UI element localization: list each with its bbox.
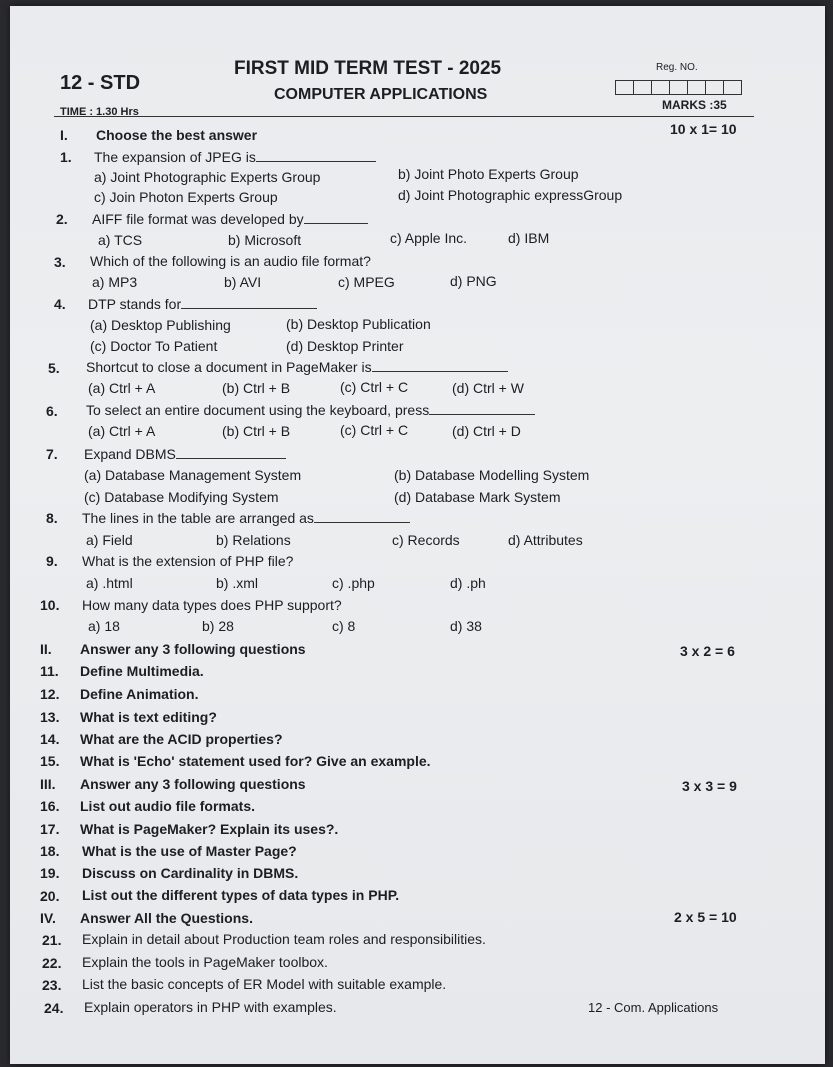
question-text: The expansion of JPEG is	[94, 149, 376, 165]
option-a: a) Joint Photographic Experts Group	[94, 169, 321, 185]
option-d: d) 38	[450, 618, 482, 634]
question-text: What is text editing?	[80, 709, 217, 725]
question-text: Shortcut to close a document in PageMaker is	[86, 359, 508, 375]
section-score: 2 x 5 = 10	[674, 909, 737, 925]
question-text: Define Multimedia.	[80, 663, 204, 679]
option-a: a) .html	[86, 575, 133, 591]
question-text: What is 'Echo' statement used for? Give an example.	[80, 753, 431, 769]
question-number: 14.	[40, 731, 60, 747]
option-c: (c) Ctrl + C	[340, 422, 409, 438]
exam-title: FIRST MID TERM TEST - 2025	[234, 58, 502, 79]
question-number: 1.	[60, 149, 72, 165]
option-c: (c) Ctrl + C	[340, 379, 409, 395]
option-b: (b) Database Modelling System	[394, 467, 590, 483]
question-number: 4.	[54, 296, 66, 312]
option-a: a) Field	[86, 532, 133, 548]
footer-subject: 12 - Com. Applications	[588, 1000, 719, 1015]
question-text: Explain operators in PHP with examples.	[84, 999, 337, 1015]
option-a: (a) Database Management System	[84, 467, 302, 483]
question-number: 5.	[48, 360, 60, 376]
option-d: d) PNG	[450, 273, 497, 289]
option-c: c) MPEG	[338, 274, 395, 290]
option-b: b) AVI	[224, 274, 262, 290]
section-title: Answer any 3 following questions	[80, 776, 306, 792]
standard-label: 12 - STD	[60, 72, 141, 94]
question-number: 10.	[40, 597, 60, 613]
section-title: Answer All the Questions.	[80, 910, 253, 926]
section-score: 3 x 2 = 6	[680, 643, 735, 659]
option-c: c) .php	[332, 575, 375, 591]
option-c: c) 8	[332, 618, 356, 634]
question-text: What are the ACID properties?	[80, 731, 283, 747]
question-number: 3.	[54, 254, 66, 270]
question-number: 9.	[46, 553, 58, 569]
time-label: TIME : 1.30 Hrs	[60, 106, 139, 118]
question-number: 22.	[42, 955, 62, 971]
question-number: 12.	[40, 686, 60, 702]
option-d: (d) Database Mark System	[394, 489, 561, 505]
section-score: 3 x 3 = 9	[682, 778, 737, 794]
question-text: DTP stands for	[88, 296, 317, 312]
section-number: IV.	[40, 910, 56, 926]
question-number: 7.	[46, 446, 58, 462]
option-d: (d) Ctrl + D	[452, 423, 521, 439]
question-text: The lines in the table are arranged as	[82, 510, 410, 526]
option-d: (d) Desktop Printer	[286, 338, 404, 354]
question-number: 18.	[40, 843, 60, 859]
option-c: c) Join Photon Experts Group	[94, 189, 278, 205]
question-number: 24.	[44, 1000, 64, 1016]
option-b: (b) Desktop Publication	[286, 316, 431, 332]
option-b: b) Joint Photo Experts Group	[398, 166, 579, 182]
question-text: List out audio file formats.	[80, 798, 256, 814]
question-number: 8.	[46, 510, 58, 526]
option-c: c) Apple Inc.	[390, 230, 468, 246]
question-text: To select an entire document using the keyboard, press	[86, 402, 535, 418]
section-number: III.	[40, 776, 56, 792]
option-a: a) MP3	[92, 274, 138, 290]
question-text: How many data types does PHP support?	[82, 597, 342, 613]
option-c: (c) Database Modifying System	[84, 489, 279, 505]
section-number: I.	[60, 127, 68, 143]
question-text: Expand DBMS	[84, 446, 286, 462]
option-b: b) .xml	[216, 575, 258, 591]
question-text: What is PageMaker? Explain its uses?.	[80, 821, 339, 837]
section-number: II.	[40, 641, 52, 657]
question-text: List out the different types of data types in PHP.	[82, 887, 400, 903]
subject-title: COMPUTER APPLICATIONS	[274, 86, 488, 103]
question-number: 16.	[40, 798, 60, 814]
question-number: 17.	[40, 821, 60, 837]
option-c: (c) Doctor To Patient	[90, 338, 218, 354]
question-number: 15.	[40, 753, 60, 769]
option-a: (a) Desktop Publishing	[90, 317, 231, 333]
question-text: Discuss on Cardinality in DBMS.	[82, 865, 299, 881]
question-number: 21.	[42, 932, 62, 948]
question-text: AIFF file format was developed by	[92, 211, 368, 227]
reg-no-boxes	[616, 80, 742, 95]
question-number: 6.	[46, 403, 58, 419]
question-number: 2.	[56, 211, 68, 227]
question-number: 19.	[40, 865, 60, 881]
option-a: a) 18	[88, 618, 120, 634]
section-score: 10 x 1= 10	[670, 121, 737, 137]
option-d: d) Joint Photographic expressGroup	[398, 187, 623, 203]
option-a: (a) Ctrl + A	[88, 423, 156, 439]
question-text: Which of the following is an audio file format?	[90, 253, 371, 269]
question-number: 23.	[42, 977, 62, 993]
option-d: d) Attributes	[508, 532, 583, 548]
section-title: Answer any 3 following questions	[80, 641, 306, 657]
option-d: d) .ph	[450, 575, 486, 591]
question-number: 13.	[40, 709, 60, 725]
option-b: (b) Ctrl + B	[222, 423, 291, 439]
question-text: What is the use of Master Page?	[82, 843, 297, 859]
option-d: (d) Ctrl + W	[452, 380, 524, 396]
option-c: c) Records	[392, 532, 460, 548]
option-a: a) TCS	[98, 232, 143, 248]
option-b: b) 28	[202, 618, 234, 634]
option-b: b) Relations	[216, 532, 291, 548]
question-text: Explain the tools in PageMaker toolbox.	[82, 954, 328, 970]
option-b: (b) Ctrl + B	[222, 380, 291, 396]
option-d: d) IBM	[508, 230, 550, 246]
question-text: Explain in detail about Production team roles and responsibilities.	[82, 931, 486, 947]
question-text: Define Animation.	[80, 686, 199, 702]
question-number: 11.	[40, 663, 59, 679]
total-marks: MARKS :35	[662, 98, 727, 112]
option-b: b) Microsoft	[228, 232, 302, 248]
question-paper	[10, 6, 825, 1064]
option-a: (a) Ctrl + A	[88, 380, 156, 396]
header-divider	[54, 116, 754, 117]
question-text: List the basic concepts of ER Model with suitable example.	[82, 976, 447, 992]
reg-no-label: Reg. NO.	[656, 62, 698, 73]
question-number: 20.	[40, 888, 60, 904]
section-title: Choose the best answer	[96, 127, 258, 143]
question-text: What is the extension of PHP file?	[82, 553, 294, 569]
